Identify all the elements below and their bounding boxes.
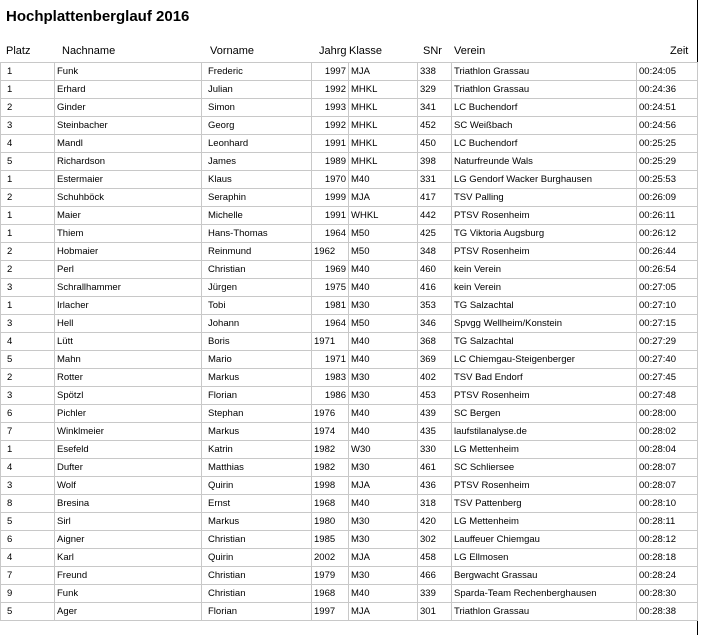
cell-zeit: 00:26:44 [637, 243, 698, 261]
cell-verein: Triathlon Grassau [452, 603, 637, 621]
cell-zeit: 00:28:10 [637, 495, 698, 513]
cell-nachname: Hobmaier [55, 243, 202, 261]
table-row [1, 333, 698, 351]
table-row [1, 567, 698, 585]
cell-snr: 338 [418, 63, 452, 81]
table-row [1, 459, 698, 477]
cell-platz: 1 [1, 207, 55, 225]
cell-verein: LG Mettenheim [452, 513, 637, 531]
results-table [0, 62, 698, 621]
cell-verein: PTSV Rosenheim [452, 387, 637, 405]
cell-nachname: Ager [55, 603, 202, 621]
cell-nachname: Hell [55, 315, 202, 333]
table-row [1, 81, 698, 99]
cell-zeit: 00:28:02 [637, 423, 698, 441]
cell-platz: 5 [1, 513, 55, 531]
cell-verein: kein Verein [452, 279, 637, 297]
cell-klasse: M30 [349, 567, 418, 585]
cell-snr: 458 [418, 549, 452, 567]
cell-zeit: 00:27:15 [637, 315, 698, 333]
cell-snr: 318 [418, 495, 452, 513]
cell-jahrg: 1975 [312, 279, 349, 297]
cell-jahrg: 1964 [312, 225, 349, 243]
cell-snr: 442 [418, 207, 452, 225]
cell-vorname: Matthias [202, 459, 312, 477]
table-row [1, 351, 698, 369]
cell-platz: 5 [1, 351, 55, 369]
table-row [1, 189, 698, 207]
cell-nachname: Mandl [55, 135, 202, 153]
table-row [1, 423, 698, 441]
cell-platz: 4 [1, 549, 55, 567]
cell-jahrg: 1999 [312, 189, 349, 207]
cell-zeit: 00:28:00 [637, 405, 698, 423]
cell-vorname: Quirin [202, 477, 312, 495]
cell-klasse: M30 [349, 297, 418, 315]
cell-snr: 435 [418, 423, 452, 441]
cell-verein: Lauffeuer Chiemgau [452, 531, 637, 549]
cell-zeit: 00:27:05 [637, 279, 698, 297]
cell-verein: LC Chiemgau-Steigenberger [452, 351, 637, 369]
cell-verein: LG Mettenheim [452, 441, 637, 459]
cell-snr: 466 [418, 567, 452, 585]
cell-verein: laufstilanalyse.de [452, 423, 637, 441]
cell-platz: 1 [1, 171, 55, 189]
cell-platz: 3 [1, 477, 55, 495]
cell-platz: 4 [1, 333, 55, 351]
cell-vorname: Reinmund [202, 243, 312, 261]
table-row [1, 135, 698, 153]
cell-vorname: Julian [202, 81, 312, 99]
cell-platz: 7 [1, 423, 55, 441]
cell-zeit: 00:28:24 [637, 567, 698, 585]
cell-zeit: 00:27:29 [637, 333, 698, 351]
cell-snr: 417 [418, 189, 452, 207]
cell-snr: 302 [418, 531, 452, 549]
table-row [1, 603, 698, 621]
table-row [1, 117, 698, 135]
cell-snr: 460 [418, 261, 452, 279]
header-platz: Platz [6, 45, 31, 57]
cell-jahrg: 1986 [312, 387, 349, 405]
cell-verein: TG Salzachtal [452, 333, 637, 351]
table-row [1, 405, 698, 423]
cell-platz: 3 [1, 117, 55, 135]
cell-nachname: Schuhböck [55, 189, 202, 207]
table-row [1, 531, 698, 549]
cell-vorname: Tobi [202, 297, 312, 315]
cell-klasse: M50 [349, 225, 418, 243]
header-vorname: Vorname [210, 45, 255, 57]
cell-nachname: Karl [55, 549, 202, 567]
cell-klasse: MJA [349, 549, 418, 567]
cell-verein: PTSV Rosenheim [452, 243, 637, 261]
cell-vorname: Georg [202, 117, 312, 135]
cell-verein: Triathlon Grassau [452, 81, 637, 99]
cell-zeit: 00:25:53 [637, 171, 698, 189]
cell-platz: 4 [1, 135, 55, 153]
cell-klasse: M50 [349, 315, 418, 333]
cell-snr: 330 [418, 441, 452, 459]
cell-vorname: Frederic [202, 63, 312, 81]
cell-jahrg: 1991 [312, 135, 349, 153]
cell-klasse: MHKL [349, 117, 418, 135]
table-row [1, 441, 698, 459]
table-row [1, 207, 698, 225]
cell-vorname: Boris [202, 333, 312, 351]
cell-klasse: M50 [349, 243, 418, 261]
cell-snr: 339 [418, 585, 452, 603]
cell-nachname: Winklmeier [55, 423, 202, 441]
cell-klasse: M40 [349, 171, 418, 189]
cell-verein: LC Buchendorf [452, 99, 637, 117]
table-row [1, 63, 698, 81]
cell-zeit: 00:24:51 [637, 99, 698, 117]
cell-zeit: 00:26:54 [637, 261, 698, 279]
cell-snr: 398 [418, 153, 452, 171]
cell-verein: Naturfreunde Wals [452, 153, 637, 171]
cell-snr: 329 [418, 81, 452, 99]
cell-snr: 450 [418, 135, 452, 153]
cell-nachname: Steinbacher [55, 117, 202, 135]
cell-platz: 5 [1, 603, 55, 621]
cell-nachname: Wolf [55, 477, 202, 495]
cell-zeit: 00:27:45 [637, 369, 698, 387]
cell-jahrg: 1968 [312, 495, 349, 513]
cell-platz: 9 [1, 585, 55, 603]
cell-klasse: M40 [349, 261, 418, 279]
cell-zeit: 00:28:07 [637, 459, 698, 477]
cell-platz: 1 [1, 81, 55, 99]
cell-platz: 1 [1, 297, 55, 315]
cell-nachname: Irlacher [55, 297, 202, 315]
cell-snr: 416 [418, 279, 452, 297]
cell-vorname: Jürgen [202, 279, 312, 297]
cell-klasse: M30 [349, 369, 418, 387]
cell-klasse: MHKL [349, 81, 418, 99]
table-row [1, 495, 698, 513]
cell-jahrg: 1979 [312, 567, 349, 585]
cell-jahrg: 1982 [312, 441, 349, 459]
cell-zeit: 00:27:40 [637, 351, 698, 369]
cell-snr: 452 [418, 117, 452, 135]
cell-platz: 6 [1, 531, 55, 549]
cell-vorname: Simon [202, 99, 312, 117]
cell-verein: TG Viktoria Augsburg [452, 225, 637, 243]
cell-klasse: MJA [349, 189, 418, 207]
table-row [1, 315, 698, 333]
cell-nachname: Perl [55, 261, 202, 279]
cell-nachname: Erhard [55, 81, 202, 99]
table-row [1, 99, 698, 117]
cell-snr: 353 [418, 297, 452, 315]
cell-vorname: Florian [202, 387, 312, 405]
table-row [1, 549, 698, 567]
cell-jahrg: 2002 [312, 549, 349, 567]
cell-verein: LG Gendorf Wacker Burghausen [452, 171, 637, 189]
cell-vorname: Markus [202, 513, 312, 531]
cell-jahrg: 1981 [312, 297, 349, 315]
cell-verein: LC Buchendorf [452, 135, 637, 153]
cell-platz: 2 [1, 261, 55, 279]
cell-nachname: Funk [55, 63, 202, 81]
cell-zeit: 00:28:04 [637, 441, 698, 459]
cell-vorname: Christian [202, 261, 312, 279]
table-row [1, 513, 698, 531]
table-row [1, 261, 698, 279]
cell-klasse: M40 [349, 423, 418, 441]
cell-verein: LG Ellmosen [452, 549, 637, 567]
cell-jahrg: 1983 [312, 369, 349, 387]
cell-platz: 4 [1, 459, 55, 477]
cell-verein: Bergwacht Grassau [452, 567, 637, 585]
cell-platz: 1 [1, 225, 55, 243]
cell-klasse: M40 [349, 279, 418, 297]
cell-jahrg: 1971 [312, 351, 349, 369]
cell-vorname: Florian [202, 603, 312, 621]
header-verein: Verein [454, 45, 486, 57]
cell-verein: kein Verein [452, 261, 637, 279]
header-zeit: Zeit [670, 45, 689, 57]
cell-zeit: 00:25:25 [637, 135, 698, 153]
cell-nachname: Maier [55, 207, 202, 225]
cell-nachname: Aigner [55, 531, 202, 549]
cell-zeit: 00:26:09 [637, 189, 698, 207]
cell-platz: 5 [1, 153, 55, 171]
table-row [1, 477, 698, 495]
cell-zeit: 00:26:12 [637, 225, 698, 243]
cell-verein: Sparda-Team Rechenberghausen [452, 585, 637, 603]
cell-verein: PTSV Rosenheim [452, 477, 637, 495]
cell-klasse: M40 [349, 495, 418, 513]
cell-verein: Triathlon Grassau [452, 63, 637, 81]
header-nachname: Nachname [62, 45, 116, 57]
table-row [1, 243, 698, 261]
cell-verein: TSV Pattenberg [452, 495, 637, 513]
table-row [1, 297, 698, 315]
cell-snr: 346 [418, 315, 452, 333]
cell-snr: 402 [418, 369, 452, 387]
cell-verein: SC Weißbach [452, 117, 637, 135]
cell-klasse: MJA [349, 603, 418, 621]
cell-nachname: Ginder [55, 99, 202, 117]
cell-vorname: Christian [202, 585, 312, 603]
cell-klasse: MHKL [349, 135, 418, 153]
cell-nachname: Schrallhammer [55, 279, 202, 297]
header-klasse: Klasse [349, 45, 383, 57]
cell-zeit: 00:28:30 [637, 585, 698, 603]
cell-jahrg: 1992 [312, 117, 349, 135]
cell-nachname: Rotter [55, 369, 202, 387]
cell-snr: 301 [418, 603, 452, 621]
cell-vorname: Johann [202, 315, 312, 333]
cell-zeit: 00:27:10 [637, 297, 698, 315]
cell-nachname: Estermaier [55, 171, 202, 189]
cell-jahrg: 1970 [312, 171, 349, 189]
cell-jahrg: 1964 [312, 315, 349, 333]
cell-platz: 2 [1, 99, 55, 117]
cell-snr: 439 [418, 405, 452, 423]
cell-zeit: 00:24:36 [637, 81, 698, 99]
table-row [1, 153, 698, 171]
cell-jahrg: 1997 [312, 63, 349, 81]
cell-platz: 6 [1, 405, 55, 423]
cell-snr: 341 [418, 99, 452, 117]
cell-jahrg: 1968 [312, 585, 349, 603]
cell-jahrg: 1985 [312, 531, 349, 549]
header-jahrg: Jahrg [319, 45, 347, 57]
cell-jahrg: 1992 [312, 81, 349, 99]
cell-snr: 425 [418, 225, 452, 243]
table-row [1, 171, 698, 189]
cell-nachname: Pichler [55, 405, 202, 423]
cell-jahrg: 1982 [312, 459, 349, 477]
cell-klasse: W30 [349, 441, 418, 459]
cell-zeit: 00:28:07 [637, 477, 698, 495]
cell-jahrg: 1993 [312, 99, 349, 117]
cell-jahrg: 1997 [312, 603, 349, 621]
cell-zeit: 00:26:11 [637, 207, 698, 225]
cell-verein: SC Bergen [452, 405, 637, 423]
cell-verein: TSV Palling [452, 189, 637, 207]
cell-jahrg: 1989 [312, 153, 349, 171]
cell-platz: 1 [1, 63, 55, 81]
cell-jahrg: 1998 [312, 477, 349, 495]
cell-snr: 461 [418, 459, 452, 477]
cell-verein: Spvgg Wellheim/Konstein [452, 315, 637, 333]
cell-snr: 331 [418, 171, 452, 189]
table-row [1, 279, 698, 297]
cell-platz: 3 [1, 387, 55, 405]
cell-snr: 453 [418, 387, 452, 405]
cell-zeit: 00:27:48 [637, 387, 698, 405]
cell-klasse: MHKL [349, 99, 418, 117]
cell-klasse: M40 [349, 351, 418, 369]
cell-zeit: 00:28:38 [637, 603, 698, 621]
cell-zeit: 00:24:05 [637, 63, 698, 81]
cell-nachname: Esefeld [55, 441, 202, 459]
cell-snr: 348 [418, 243, 452, 261]
cell-vorname: Klaus [202, 171, 312, 189]
cell-snr: 368 [418, 333, 452, 351]
cell-vorname: James [202, 153, 312, 171]
cell-nachname: Richardson [55, 153, 202, 171]
cell-nachname: Dufter [55, 459, 202, 477]
cell-zeit: 00:28:12 [637, 531, 698, 549]
cell-verein: TG Salzachtal [452, 297, 637, 315]
cell-klasse: MHKL [349, 153, 418, 171]
cell-vorname: Seraphin [202, 189, 312, 207]
page-title: Hochplattenberglauf 2016 [6, 8, 190, 25]
cell-vorname: Stephan [202, 405, 312, 423]
cell-klasse: M30 [349, 459, 418, 477]
cell-verein: TSV Bad Endorf [452, 369, 637, 387]
cell-snr: 369 [418, 351, 452, 369]
cell-nachname: Funk [55, 585, 202, 603]
cell-platz: 2 [1, 189, 55, 207]
cell-vorname: Markus [202, 369, 312, 387]
cell-platz: 3 [1, 279, 55, 297]
cell-nachname: Sirl [55, 513, 202, 531]
table-row [1, 225, 698, 243]
cell-zeit: 00:28:11 [637, 513, 698, 531]
cell-jahrg: 1962 [312, 243, 349, 261]
cell-klasse: M40 [349, 405, 418, 423]
cell-nachname: Bresina [55, 495, 202, 513]
cell-platz: 8 [1, 495, 55, 513]
cell-zeit: 00:25:29 [637, 153, 698, 171]
cell-platz: 2 [1, 243, 55, 261]
cell-zeit: 00:28:18 [637, 549, 698, 567]
cell-verein: PTSV Rosenheim [452, 207, 637, 225]
header-snr: SNr [423, 45, 442, 57]
cell-klasse: M30 [349, 387, 418, 405]
cell-snr: 420 [418, 513, 452, 531]
results-table-body [1, 63, 698, 621]
cell-klasse: M40 [349, 585, 418, 603]
cell-vorname: Hans-Thomas [202, 225, 312, 243]
cell-klasse: M30 [349, 513, 418, 531]
cell-vorname: Markus [202, 423, 312, 441]
cell-klasse: MJA [349, 63, 418, 81]
table-row [1, 369, 698, 387]
cell-platz: 7 [1, 567, 55, 585]
cell-nachname: Freund [55, 567, 202, 585]
cell-vorname: Ernst [202, 495, 312, 513]
cell-snr: 436 [418, 477, 452, 495]
cell-nachname: Mahn [55, 351, 202, 369]
cell-zeit: 00:24:56 [637, 117, 698, 135]
cell-klasse: WHKL [349, 207, 418, 225]
cell-nachname: Lütt [55, 333, 202, 351]
cell-jahrg: 1974 [312, 423, 349, 441]
cell-platz: 3 [1, 315, 55, 333]
cell-klasse: M40 [349, 333, 418, 351]
cell-klasse: MJA [349, 477, 418, 495]
cell-jahrg: 1991 [312, 207, 349, 225]
cell-jahrg: 1976 [312, 405, 349, 423]
cell-nachname: Thiem [55, 225, 202, 243]
cell-platz: 2 [1, 369, 55, 387]
cell-vorname: Quirin [202, 549, 312, 567]
cell-platz: 1 [1, 441, 55, 459]
cell-jahrg: 1980 [312, 513, 349, 531]
column-header-row [0, 45, 697, 62]
cell-vorname: Leonhard [202, 135, 312, 153]
cell-vorname: Michelle [202, 207, 312, 225]
cell-vorname: Katrin [202, 441, 312, 459]
cell-nachname: Spötzl [55, 387, 202, 405]
table-row [1, 585, 698, 603]
table-row [1, 387, 698, 405]
cell-vorname: Christian [202, 531, 312, 549]
cell-jahrg: 1969 [312, 261, 349, 279]
cell-jahrg: 1971 [312, 333, 349, 351]
cell-verein: SC Schliersee [452, 459, 637, 477]
cell-vorname: Christian [202, 567, 312, 585]
cell-vorname: Mario [202, 351, 312, 369]
cell-klasse: M30 [349, 531, 418, 549]
